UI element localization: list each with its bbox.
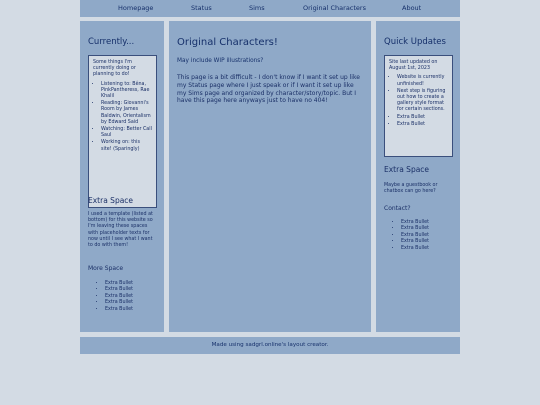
nav-link-status[interactable]: Status: [191, 4, 212, 12]
contact-list: [384, 220, 429, 252]
list-item: • Watching: Better Call Saul: [101, 127, 152, 139]
list-item: • Extra Bullet: [105, 281, 133, 287]
list-item: • Extra Bullet: [105, 300, 133, 306]
footer-text: Made using sadgrl.online's layout creator.: [211, 342, 329, 348]
list-item: • Extra Bullet: [397, 115, 448, 121]
contact-heading: Contact?: [384, 205, 411, 212]
list-item: • Extra Bullet: [105, 307, 133, 313]
currently-list: [93, 82, 152, 153]
currently-intro: Some things I'm currently doing or planning to do!: [93, 60, 136, 78]
list-item: • Next step is figuring out how to create a gallery style format for certain sections.: [397, 89, 448, 114]
more-space-list: [88, 281, 133, 313]
list-item: • Working on: this site! (Sparingly): [101, 140, 152, 152]
list-item: • Extra Bullet: [397, 122, 448, 128]
top-nav: [80, 0, 460, 17]
currently-heading: Currently...: [88, 37, 135, 47]
updates-intro: Site last updated on August 1st, 2023: [389, 60, 438, 72]
list-item: • Extra Bullet: [401, 239, 429, 245]
updates-list: [389, 75, 448, 128]
currently-box: [88, 55, 157, 208]
list-item: • Extra Bullet: [105, 287, 133, 293]
list-item: • Listening to: Bêna, PinkPantheress, Rae Khalil: [101, 82, 152, 101]
right-sidebar: [376, 21, 460, 332]
left-sidebar: [80, 21, 164, 332]
list-item: • Website is currently unfinished!: [397, 75, 448, 87]
nav-link-homepage[interactable]: Homepage: [118, 4, 154, 12]
updates-box: [384, 55, 453, 157]
list-item: • Reading: Giovanni's Room by James Baldwin, Orientalism by Edward Said: [101, 101, 152, 126]
quick-updates-heading: Quick Updates: [384, 37, 446, 47]
nav-link-about[interactable]: About: [402, 4, 422, 12]
extra-space-text: I used a template (listed at bottom) for this website so I'm leaving these spaces with placeholder texts for now until I see what I want to do with them!: [88, 212, 153, 249]
footer: [80, 337, 460, 354]
list-item: • Extra Bullet: [401, 220, 429, 226]
main-content: [169, 21, 371, 332]
nav-link-original-characters[interactable]: Original Characters: [303, 4, 366, 12]
list-item: • Extra Bullet: [401, 233, 429, 239]
list-item: • Extra Bullet: [105, 294, 133, 300]
extra-space-heading: Extra Space: [88, 196, 134, 205]
extra-space-heading: Extra Space: [384, 165, 430, 174]
page-subtitle: May include WIP illustrations?: [177, 58, 264, 64]
page-title: Original Characters!: [177, 37, 278, 48]
list-item: • Extra Bullet: [401, 246, 429, 252]
nav-link-sims[interactable]: Sims: [249, 4, 265, 12]
main-paragraph: This page is a bit difficult - I don't know if I want it set up like my Status page where I just speak or if I want it set up like my Sims page and organized by character/story/topic. But I have this page here anyways just to have no 404!: [177, 74, 360, 105]
extra-space-text: Maybe a guestbook or chatbox can go here?: [384, 183, 438, 195]
list-item: • Extra Bullet: [401, 226, 429, 232]
more-space-heading: More Space: [88, 265, 124, 272]
